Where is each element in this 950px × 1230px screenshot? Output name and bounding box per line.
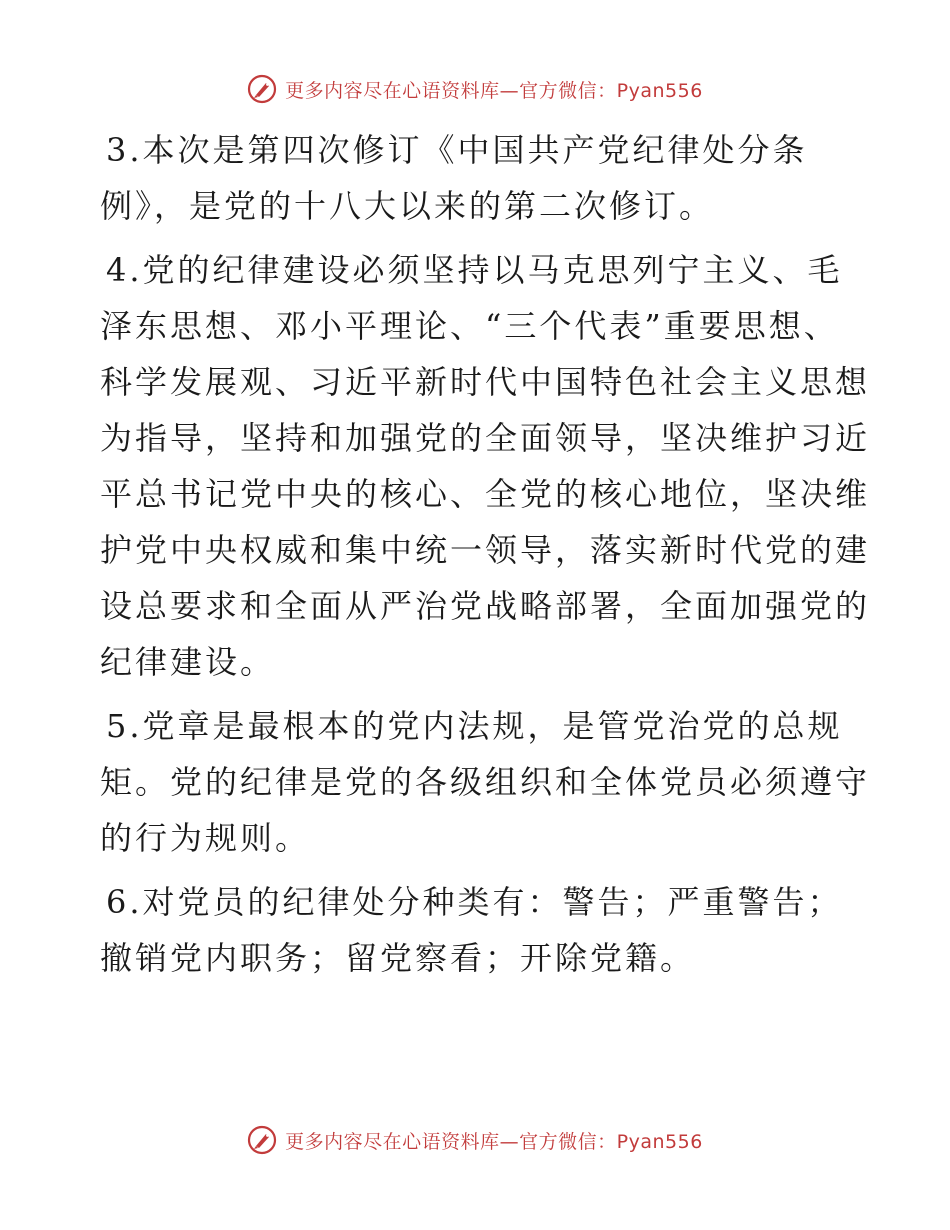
list-item-3 — [100, 122, 870, 234]
item-number: 6. — [106, 883, 143, 921]
document-body — [100, 122, 870, 994]
watermark-label: 更多内容尽在心语资料库—官方微信： — [285, 1130, 617, 1153]
item-text: 党的纪律建设必须坚持以马克思列宁主义、毛泽东思想、邓小平理论、“三个代表”重要思想、科学发展观、习近平新时代中国特色社会主义思想为指导，坚持和加强党的全面领导，坚决维护习近平总书记党中央的核心、全党的核心地位，坚决维护党中央权威和集中统一领导，落实新时代党的建设总要求和全面从严治党战略部署，全面加强党的纪律建设。 — [100, 251, 871, 681]
watermark-text — [285, 76, 703, 103]
list-item-4 — [100, 242, 870, 690]
watermark-label: 更多内容尽在心语资料库—官方微信： — [285, 79, 617, 102]
list-item-6 — [100, 874, 870, 986]
item-text: 对党员的纪律处分种类有：警告；严重警告；撤销党内职务；留党察看；开除党籍。 — [100, 883, 843, 977]
pen-nib-logo-icon — [247, 1125, 277, 1155]
item-number: 4. — [106, 251, 143, 289]
item-number: 3. — [106, 131, 143, 169]
watermark-wechat-id: Pyan556 — [616, 79, 703, 102]
watermark-footer — [0, 1125, 950, 1155]
watermark-wechat-id: Pyan556 — [616, 1130, 703, 1153]
item-number: 5. — [106, 707, 143, 745]
watermark-header — [0, 74, 950, 104]
pen-nib-logo-icon — [247, 74, 277, 104]
watermark-text — [285, 1127, 703, 1154]
item-text: 本次是第四次修订《中国共产党纪律处分条例》，是党的十八大以来的第二次修订。 — [100, 131, 808, 225]
list-item-5 — [100, 698, 870, 866]
item-text: 党章是最根本的党内法规，是管党治党的总规矩。党的纪律是党的各级组织和全体党员必须遵守的行为规则。 — [100, 707, 871, 857]
